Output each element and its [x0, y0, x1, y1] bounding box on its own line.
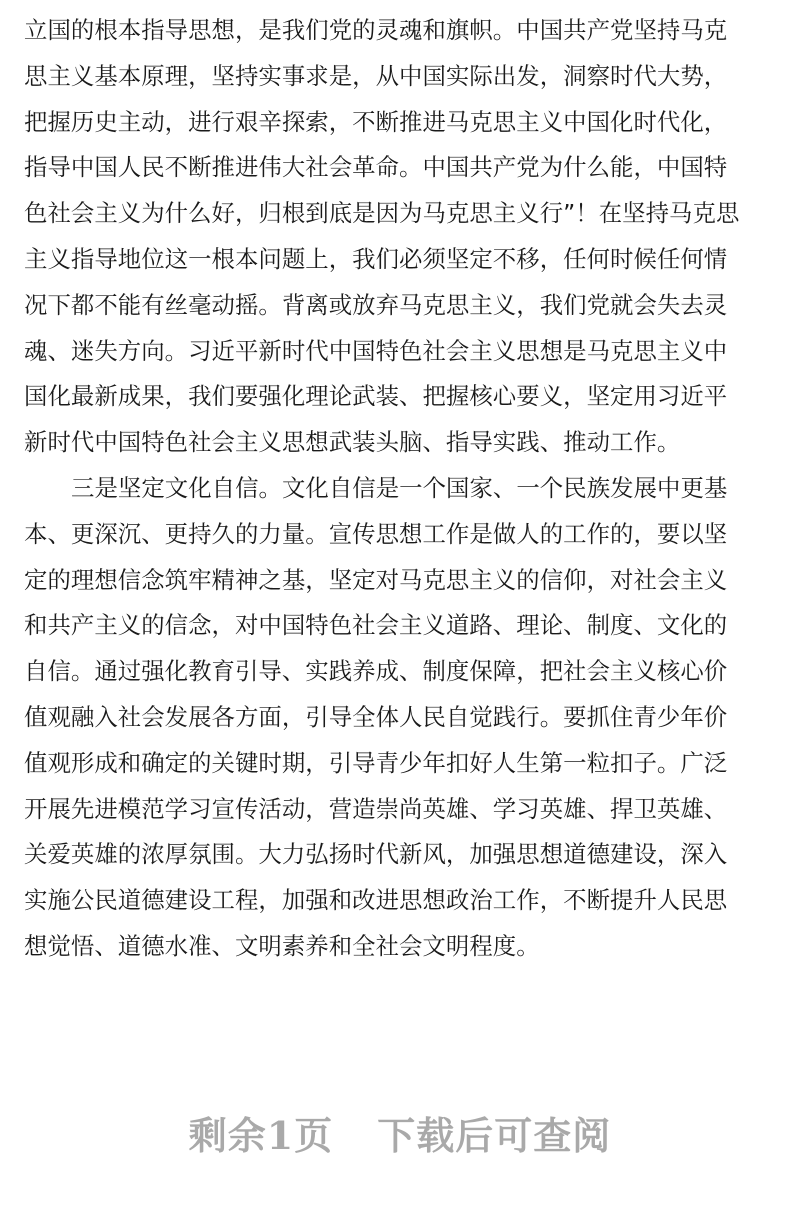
download-prompt[interactable]	[0, 1105, 800, 1160]
text-line: 指导中国人民不断推进伟大社会革命。中国共产党为什么能，中国特	[24, 153, 728, 182]
text-line: 思主义基本原理，坚持实事求是，从中国实际出发，洞察时代大势，	[24, 61, 728, 90]
text-line: 魂、迷失方向。习近平新时代中国特色社会主义思想是马克思主义中	[24, 336, 728, 365]
text-line: 国化最新成果，我们要强化理论武装、把握核心要义，坚定用习近平	[24, 382, 728, 411]
text-line: 立国的根本指导思想，是我们党的灵魂和旗帜。中国共产党坚持马克	[24, 16, 728, 44]
paragraph-first-line: 三是坚定文化自信。文化自信是一个国家、一个民族发展中更基	[71, 473, 728, 502]
text-line: 色社会主义为什么好，归根到底是因为马克思主义行”！在坚持马克思	[24, 199, 740, 228]
text-line: 新时代中国特色社会主义思想武装头脑、指导实践、推动工作。	[24, 428, 681, 457]
text-line: 关爱英雄的浓厚氛围。大力弘扬时代新风，加强思想道德建设，深入	[24, 840, 728, 869]
text-line: 值观融入社会发展各方面，引导全体人民自觉践行。要抓住青少年价	[24, 702, 728, 731]
text-line: 自信。通过强化教育引导、实践养成、制度保障，把社会主义核心价	[24, 657, 728, 686]
text-line: 想觉悟、道德水准、文明素养和全社会文明程度。	[24, 931, 540, 960]
text-line: 值观形成和确定的关键时期，引导青少年扣好人生第一粒扣子。广泛	[24, 748, 728, 777]
text-line: 主义指导地位这一根本问题上，我们必须坚定不移，任何时候任何情	[24, 244, 728, 273]
text-line: 定的理想信念筑牢精神之基，坚定对马克思主义的信仰，对社会主义	[24, 565, 728, 594]
text-line: 况下都不能有丝毫动摇。背离或放弃马克思主义，我们党就会失去灵	[24, 290, 728, 319]
body-text	[24, 8, 776, 970]
text-line: 把握历史主动，进行艰辛探索，不断推进马克思主义中国化时代化，	[24, 107, 728, 136]
remaining-pages-label: 剩余1页	[188, 1113, 334, 1158]
text-line: 本、更深沉、更持久的力量。宣传思想工作是做人的工作的，要以坚	[24, 519, 728, 548]
text-line: 和共产主义的信念，对中国特色社会主义道路、理论、制度、文化的	[24, 611, 728, 640]
text-line: 实施公民道德建设工程，加强和改进思想政治工作，不断提升人民思	[24, 886, 728, 915]
text-line: 开展先进模范学习宣传活动，营造崇尚英雄、学习英雄、捍卫英雄、	[24, 794, 728, 823]
download-hint-label: 下载后可查阅	[377, 1113, 612, 1158]
